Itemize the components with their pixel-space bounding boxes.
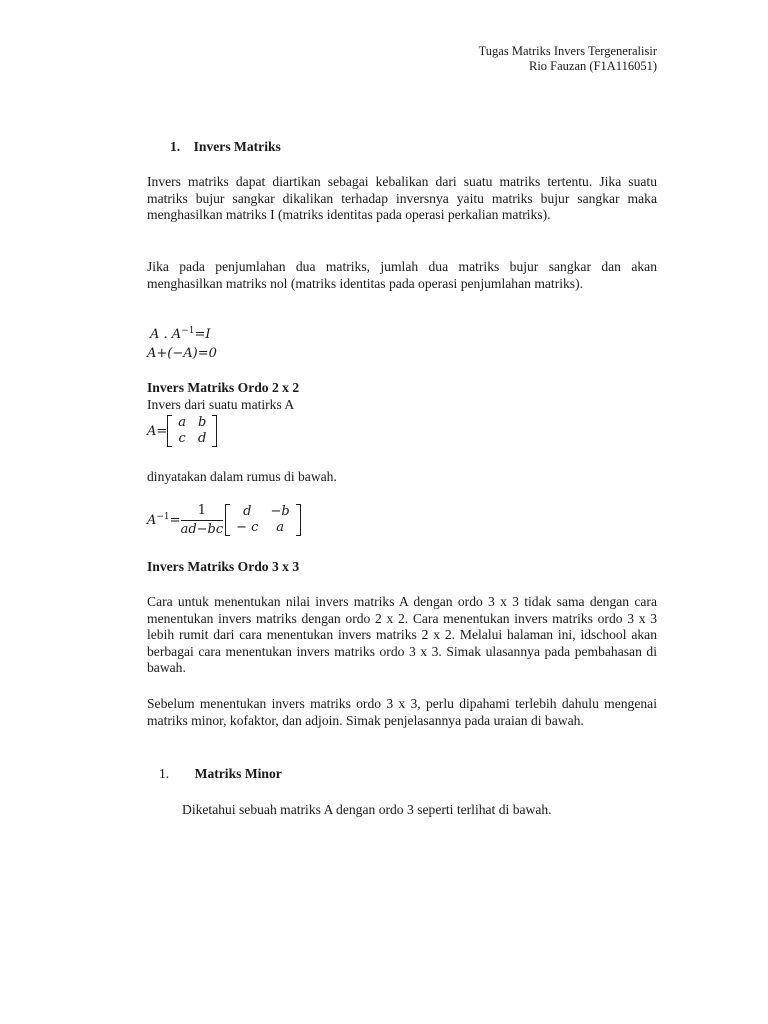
matrix-cell: a <box>276 520 284 535</box>
heading-ordo-3x3: Invers Matriks Ordo 3 x 3 <box>147 559 300 574</box>
text-formula-intro: dinyatakan dalam rumus di bawah. <box>147 469 337 484</box>
equation-rhs: =I <box>194 327 211 342</box>
matrix-cell: d <box>198 431 207 446</box>
matrix-cell: a <box>178 415 187 430</box>
equation-inverse-product <box>150 327 211 342</box>
document-header <box>479 44 657 74</box>
inverse-formula <box>147 501 301 539</box>
header-author: Rio Fauzan (F1A116051) <box>529 59 657 73</box>
matrix-cell: − c <box>236 520 259 535</box>
section-number: 1. <box>170 139 181 154</box>
matrix-a <box>167 415 217 447</box>
inverse-lhs: $A^{-1}=$ <box>147 511 181 528</box>
subsection-title: Matriks Minor <box>194 766 282 781</box>
equation-lhs: A . A <box>150 327 182 342</box>
fraction-numerator: 1 <box>181 503 224 521</box>
paragraph-3x3-method: Cara untuk menentukan nilai invers matriks A dengan ordo 3 x 3 tidak sama dengan cara menentukan invers matriks dengan ordo 2 x 2. Cara menentukan invers matriks ordo 3 x 3 lebih rumit dari cara menentukan invers matriks 2 x 2. Melalui halaman ini, idschool akan berbagai cara menentukan invers matriks ordo 3 x 3. Simak ulasannya pada pembahasan di bawah. <box>147 594 657 676</box>
matrix-cell: −b <box>270 504 290 519</box>
section-heading <box>170 139 281 155</box>
paragraph-3x3-prerequisites: Sebelum menentukan invers matriks ordo 3 x 3, perlu dipahami terlebih dahulu mengenai matriks minor, kofaktor, dan adjoin. Simak penjelasannya pada uraian di bawah. <box>147 696 657 728</box>
matrix-a-definition <box>147 414 217 448</box>
text-matrix-intro: Invers dari suatu matirks A <box>147 397 295 412</box>
text-minor-intro: Diketahui sebuah matriks A dengan ordo 3 seperti terlihat di bawah. <box>182 802 552 817</box>
matrix-adjugate <box>225 504 301 536</box>
matrix-lhs: A= <box>147 423 168 439</box>
matrix-cell: c <box>178 431 186 446</box>
equation-exponent: −1 <box>181 326 195 336</box>
paragraph-inverse-definition: Invers matriks dapat diartikan sebagai kebalikan dari suatu matriks tertentu. Jika suatu matriks bujur sangkar dikalikan terhadap inversnya yaitu matriks bujur sangkar maka menghasilkan matriks I (matriks identitas pada operasi perkalian matriks). <box>147 174 657 223</box>
equation-additive-inverse: A+(−A)=0 <box>147 346 217 361</box>
section-title: Invers Matriks <box>193 139 281 154</box>
heading-ordo-2x2: Invers Matriks Ordo 2 x 2 <box>147 380 300 395</box>
inverse-fraction <box>181 503 224 538</box>
matrix-cell: b <box>198 415 207 430</box>
subsection-heading <box>159 766 282 782</box>
header-title: Tugas Matriks Invers Tergeneralisir <box>478 44 657 58</box>
matrix-cell: d <box>243 504 252 519</box>
subsection-number: 1. <box>159 766 170 781</box>
paragraph-sum-definition: Jika pada penjumlahan dua matriks, jumlah dua matriks bujur sangkar dan akan menghasilkan matriks nol (matriks identitas pada operasi penjumlahan matriks). <box>147 259 657 291</box>
fraction-denominator: ad−bc <box>180 521 224 537</box>
